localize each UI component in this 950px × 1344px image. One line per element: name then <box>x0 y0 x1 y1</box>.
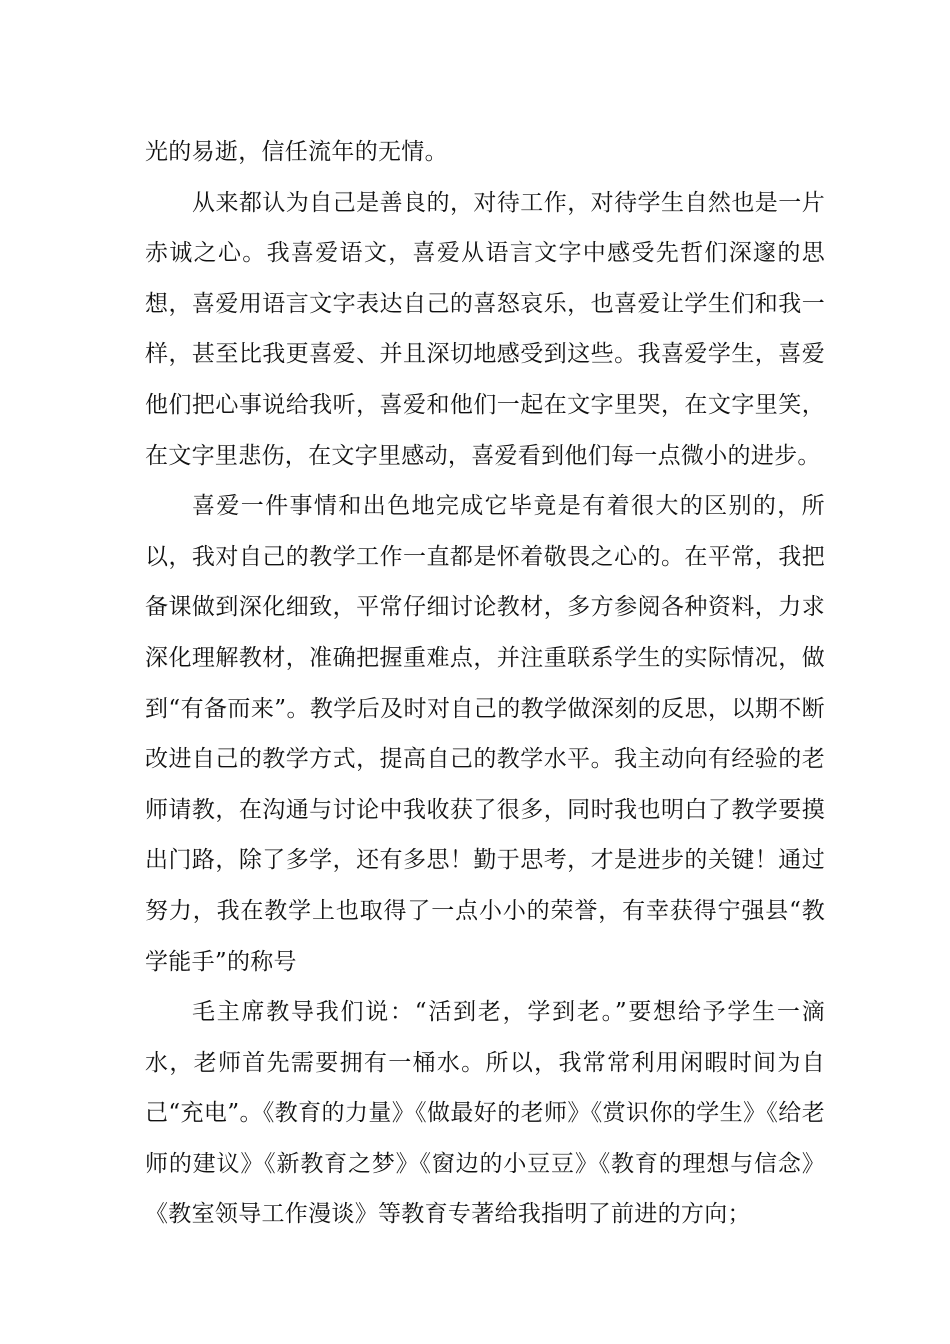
paragraph-learning: 毛主席教导我们说：“活到老，学到老。”要想给予学生一滴水，老师首先需要拥有一桶水。所以，我常常利用闲暇时间为自己“充电”。《教育的力量》《做最好的老师》《赏识你的学生》《给老师的建议》《新教育之梦》《窗边的小豆豆》《教育的理想与信念》《教室领导工作漫谈》等教育专著给我指明了前进的方向； <box>145 999 825 1228</box>
paragraph-continuation: 光的易逝，信任流年的无情。 <box>145 139 448 165</box>
paragraph-kindness: 从来都认为自己是善良的，对待工作，对待学生自然也是一片赤诚之心。我喜爱语文，喜爱从语言文字中感受先哲们深邃的思想，喜爱用语言文字表达自己的喜怒哀乐，也喜爱让学生们和我一样，甚至比我更喜爱、并且深切地感受到这些。我喜爱学生，喜爱他们把心事说给我听，喜爱和他们一起在文字里哭，在文字里笑，在文字里悲伤，在文字里感动，喜爱看到他们每一点微小的进步。 <box>145 189 825 469</box>
document-body <box>145 127 825 1240</box>
paragraph-teaching: 喜爱一件事情和出色地完成它毕竟是有着很大的区别的，所以，我对自己的教学工作一直都是怀着敬畏之心的。在平常，我把备课做到深化细致，平常仔细讨论教材，多方参阅各种资料，力求深化理解教材，准确把握重难点，并注重联系学生的实际情况，做到“有备而来”。教学后及时对自己的教学做深刻的反思，以期不断改进自己的教学方式，提高自己的教学水平。我主动向有经验的老师请教，在沟通与讨论中我收获了很多，同时我也明白了教学要摸出门路，除了多学，还有多思！勤于思考，才是进步的关键！通过努力，我在教学上也取得了一点小小的荣誉，有幸获得宁强县“教学能手”的称号 <box>145 493 825 975</box>
